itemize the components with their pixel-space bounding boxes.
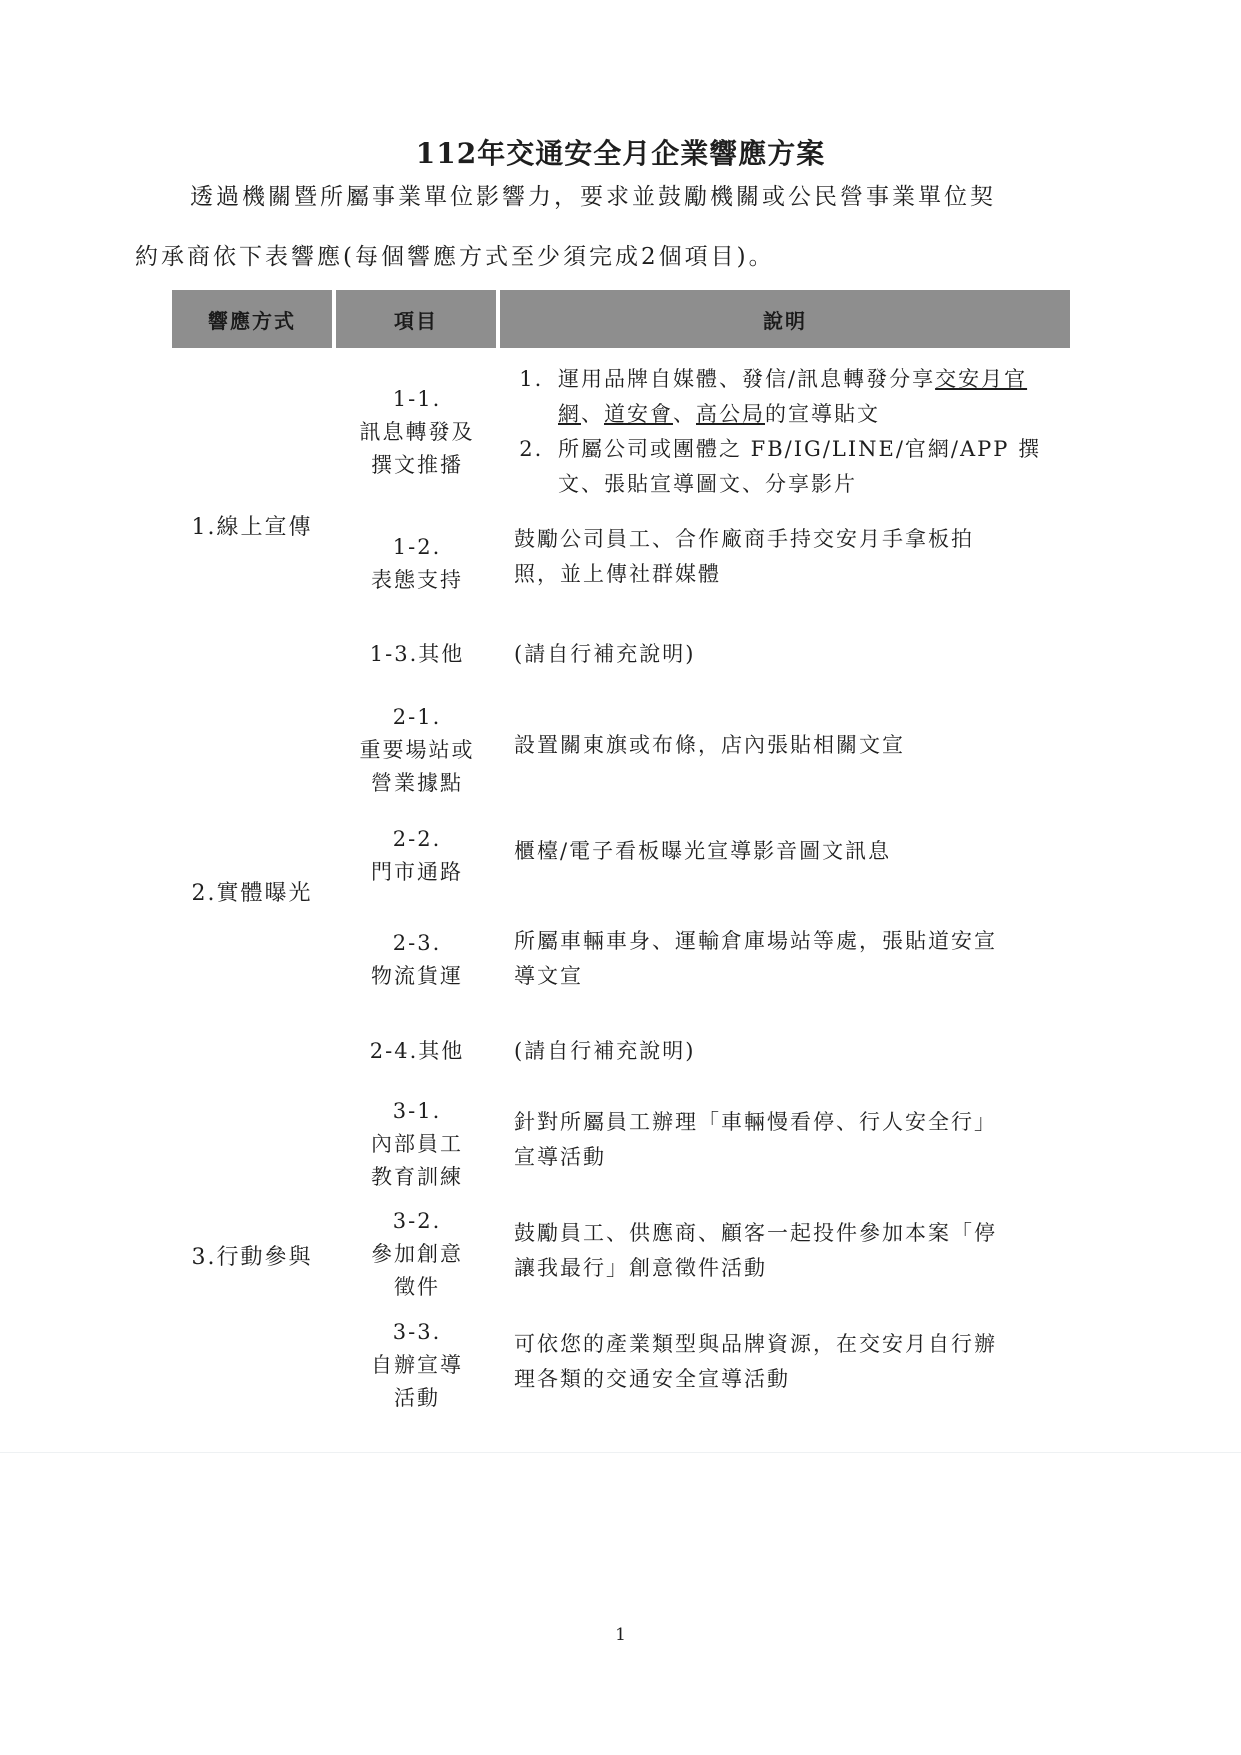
description-line: 照，並上傳社群媒體 — [514, 562, 721, 586]
description-3-1 — [514, 1105, 1064, 1175]
description-2-4: (請自行補充說明) — [514, 1039, 696, 1063]
description-1-1 — [514, 362, 1064, 502]
method-action: 3.行動參與 — [191, 1245, 313, 1270]
scan-fold-line — [0, 1452, 1241, 1453]
description-line: 鼓勵員工、供應商、顧客一起投件參加本案「停 — [514, 1221, 997, 1245]
item-name-line: 教育訓練 — [371, 1165, 463, 1189]
description-1-1-point-2: 2. 所屬公司或團體之 FB/IG/LINE/官網/APP 撰文、張貼宣導圖文、分享影片 — [552, 432, 1064, 502]
description-3-3 — [514, 1327, 1064, 1397]
item-code: 3-1. — [392, 1099, 442, 1123]
description-text: 運用品牌自媒體、發信/訊息轉發分享 — [558, 367, 936, 391]
item-1-3 — [336, 638, 498, 671]
item-code: 1-3.其他 — [369, 642, 465, 666]
item-code: 2-2. — [392, 827, 442, 851]
item-2-2 — [336, 823, 498, 889]
item-1-1 — [336, 383, 498, 482]
item-3-3 — [336, 1316, 498, 1415]
description-line: 可依您的產業類型與品牌資源，在交安月自行辦 — [514, 1332, 997, 1356]
intro-line-1: 透過機關暨所屬事業單位影響力，要求並鼓勵機關或公民營事業單位契 — [190, 184, 996, 210]
item-name-line: 參加創意 — [371, 1242, 463, 1266]
item-code: 1-1. — [392, 387, 442, 411]
description-2-3 — [514, 924, 1064, 994]
item-name-line: 物流貨運 — [371, 964, 463, 988]
item-code: 3-2. — [392, 1209, 442, 1233]
page-number: 1 — [615, 1625, 626, 1645]
description-text: 、 — [581, 402, 604, 426]
item-code: 2-3. — [392, 931, 442, 955]
description-line: 導文宣 — [514, 964, 583, 988]
item-2-1 — [336, 701, 498, 800]
table-header — [172, 290, 1070, 348]
header-item: 項目 — [336, 290, 496, 348]
item-2-4 — [336, 1035, 498, 1068]
item-name-line: 徵件 — [394, 1275, 440, 1299]
item-code: 1-2. — [392, 535, 442, 559]
description-line: 宣導活動 — [514, 1145, 606, 1169]
description-line: 讓我最行」創意徵件活動 — [514, 1256, 767, 1280]
description-text: 的宣導貼文 — [765, 402, 880, 426]
item-name-line: 門市通路 — [371, 860, 463, 884]
link-road-safety-council[interactable]: 道安會 — [604, 402, 673, 426]
description-3-2 — [514, 1216, 1064, 1286]
description-line: 針對所屬員工辦理「車輛慢看停、行人安全行」 — [514, 1110, 997, 1134]
header-description: 說明 — [500, 290, 1070, 348]
item-name-line: 營業據點 — [371, 771, 463, 795]
link-traffic-month-site[interactable]: 交安月官網 — [558, 367, 1028, 426]
item-name-line: 內部員工 — [371, 1132, 463, 1156]
item-2-3 — [336, 927, 498, 993]
method-physical: 2.實體曝光 — [191, 881, 313, 906]
description-line: 理各類的交通安全宣導活動 — [514, 1367, 790, 1391]
description-text: 、 — [673, 402, 696, 426]
intro-line-2: 約承商依下表響應(每個響應方式至少須完成2個項目)。 — [135, 244, 775, 270]
item-name-line: 訊息轉發及 — [359, 420, 475, 444]
item-name-line: 撰文推播 — [371, 453, 463, 477]
description-1-1-point-1 — [552, 362, 1064, 432]
item-code: 2-1. — [392, 705, 442, 729]
description-1-3: (請自行補充說明) — [514, 642, 696, 666]
page-title: 112年交通安全月企業響應方案 — [415, 137, 826, 170]
description-line: 所屬車輛車身、運輸倉庫場站等處，張貼道安宣 — [514, 929, 997, 953]
description-2-2: 櫃檯/電子看板曝光宣導影音圖文訊息 — [514, 839, 892, 863]
description-line: 鼓勵公司員工、合作廠商手持交安月手拿板拍 — [514, 527, 974, 551]
item-name-line: 活動 — [394, 1386, 440, 1410]
description-1-2 — [514, 522, 1064, 592]
item-name-line: 表態支持 — [371, 568, 463, 592]
item-code: 2-4.其他 — [369, 1039, 465, 1063]
item-3-1 — [336, 1095, 498, 1194]
method-online: 1.線上宣傳 — [191, 515, 313, 540]
item-name-line: 重要場站或 — [359, 738, 475, 762]
link-freeway-bureau[interactable]: 高公局 — [696, 402, 765, 426]
item-1-2 — [336, 531, 498, 597]
description-2-1: 設置關東旗或布條，店內張貼相關文宣 — [514, 733, 905, 757]
item-code: 3-3. — [392, 1320, 442, 1344]
item-name-line: 自辦宣導 — [371, 1353, 463, 1377]
header-method: 響應方式 — [172, 290, 332, 348]
item-3-2 — [336, 1205, 498, 1304]
